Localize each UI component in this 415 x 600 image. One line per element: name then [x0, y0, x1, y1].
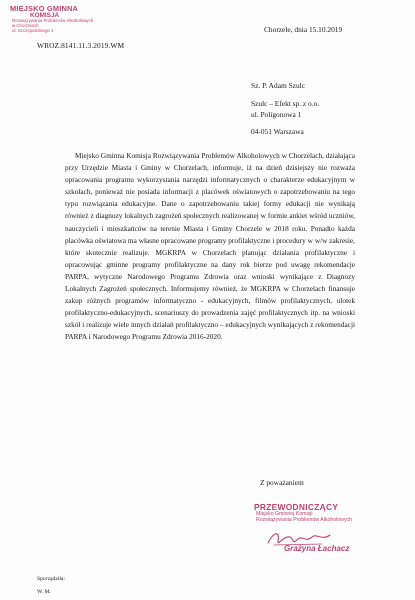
closing-regards: Z poważaniem	[260, 478, 304, 487]
chairperson-stamp	[254, 502, 354, 553]
body-paragraph: Miejsko Gminna Komisja Rozwiązywania Problemów Alkoholowych w Chorzelach, działająca przy Urzędzie Miasta i Gminy w Chorzelach, informuje, iż na dzień dzisiejszy nie rozważa opracowania programu wykorzystania narzędzi informatycznych o charakterze edukacyjnym w szkołach, ponieważ nie posiada informacji z placówek oświatowych o zapotrzebowaniu na tego typu rozwiązania edukacyjne. Dane o zapotrzebowaniu takiej formy edukacji nie wynikają również z diagnozy lokalnych zagrożeń społecznych realizowanej w formie ankiet wśród uczniów, nauczycieli i mieszkańców na terenie Miasta i Gminy Chorzele w 2018 roku. Ponadto każda placówka oświatowa ma własne opracowane programy profilaktyczne i procedury w w/w zakresie, które skutecznie realizuje. MGKRPA w Chorzelach planując działania profilaktyczne i opracowując gminne programy profilaktyczne na dany rok bierze pod uwagę rekomendacje PARPA, wytyczne Narodowego Programu Zdrowia oraz wnioski wynikające z Diagnozy Lokalnych Zagrożeń społecznych. Informujemy również, że MGKRPA w Chorzelach finansuje zakup różnych programów informatyczno - edukacyjnych, filmów profilaktycznych, ulotek profilaktyczno-edukacyjnych, scenariuszy do prowadzenia zajęć profilaktycznych itp. na wnioski szkół i realizuje wiele innych działań profilaktyczno – edukacyjnych wynikających z rekomendacji PARPA i Narodowego Programu Zdrowia 2016-2020.	[65, 151, 355, 342]
reference-number: WROZ.8141.11.3.2019.WM	[37, 41, 125, 50]
recipient-address	[251, 81, 319, 138]
chairperson-name: Grażyna Łachacz	[284, 544, 350, 553]
stamp-line-1: MIEJSKO GMINNA	[10, 4, 79, 13]
chairperson-stamp-line-1: Miejsko Gminnej Komisji	[256, 511, 313, 518]
chairperson-title: PRZEWODNICZĄCY	[254, 502, 339, 512]
letter-body	[65, 150, 355, 344]
stamp-line-3: Rozwiązywania Problemów Alkoholowych	[12, 18, 94, 24]
recipient-company: Szulc – Efekt sp. z o.o.	[251, 98, 320, 108]
commission-header-stamp	[10, 5, 100, 33]
recipient-name: Sz. P. Adam Szulc	[251, 81, 305, 90]
stamp-line-5: ul. Szczepańskiego 1	[12, 27, 54, 33]
stamp-line-2: KOMISJA	[30, 11, 60, 19]
stamp-line-4: w Chorzelach	[12, 23, 39, 29]
footer-prepared-by	[37, 573, 65, 599]
chairperson-stamp-line-2: Rozwiązywania Problemów Alkoholowych	[256, 516, 353, 523]
prepared-by-label: Sporządziła:	[37, 576, 65, 582]
recipient-street: ul. Poligonowa 1	[251, 109, 302, 119]
prepared-by-initials: W. M.	[37, 589, 51, 595]
recipient-city: 04-051 Warszawa	[251, 127, 304, 137]
letter-date: Chorzele, dnia 15.10.2019	[264, 25, 343, 34]
